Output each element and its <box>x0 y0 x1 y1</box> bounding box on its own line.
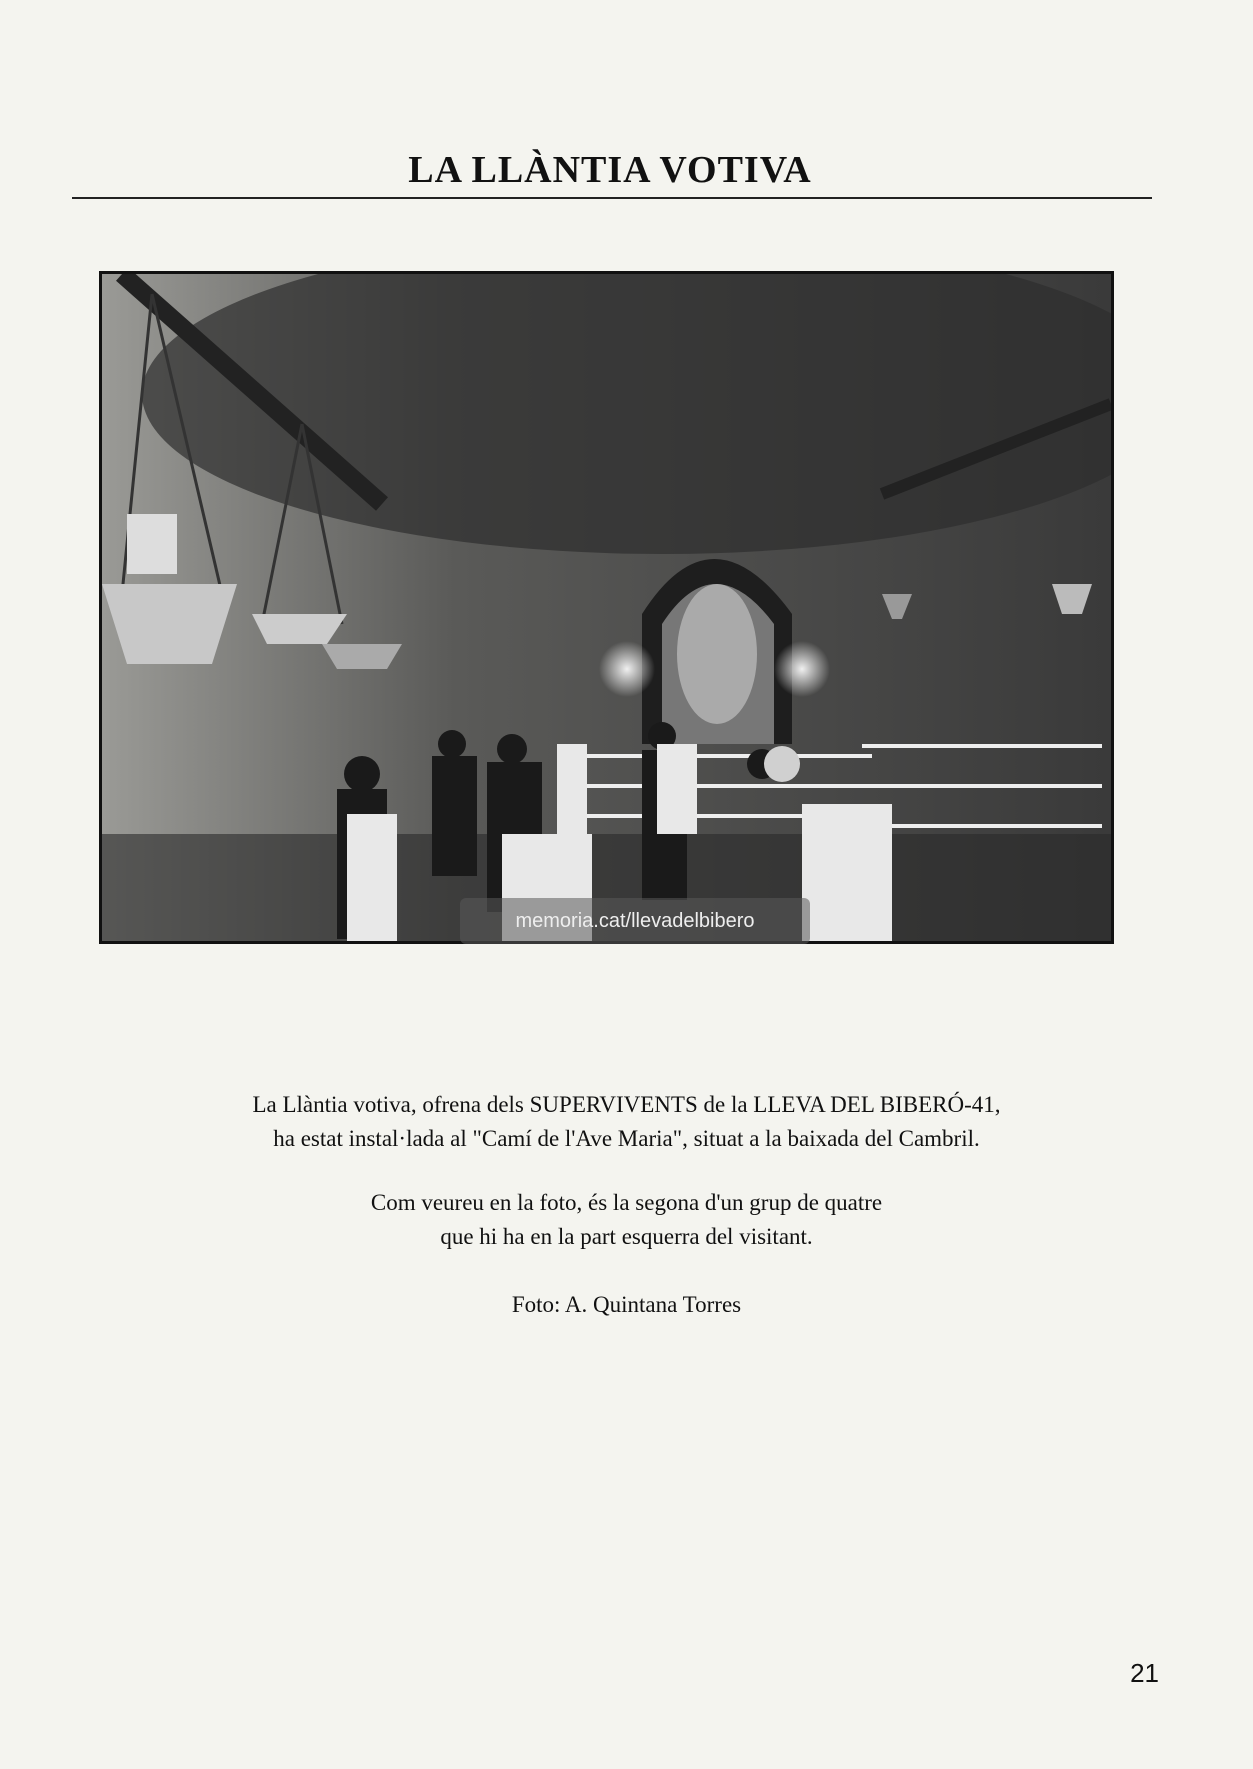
photo-credit: Foto: A. Quintana Torres <box>511 1292 742 1317</box>
photo-illustration <box>102 274 1111 941</box>
title-rule <box>72 197 1152 199</box>
caption-line-1: La Llàntia votiva, ofrena dels SUPERVIVENTS de la LLEVA DEL BIBERÓ-41, <box>252 1092 1001 1117</box>
watermark-label: memoria.cat/llevadelbibero <box>460 898 810 944</box>
chapel-photo <box>99 271 1114 944</box>
caption-line-4: que hi ha en la part esquerra del visitant. <box>440 1224 813 1249</box>
page-title: LA LLÀNTIA VOTIVA <box>408 149 812 191</box>
caption-line-3: Com veureu en la foto, és la segona d'un grup de quatre <box>370 1190 883 1215</box>
caption-line-2: ha estat instal·lada al "Camí de l'Ave Maria", situat a la baixada del Cambril. <box>273 1126 980 1151</box>
page-number: 21 <box>1130 1658 1159 1688</box>
